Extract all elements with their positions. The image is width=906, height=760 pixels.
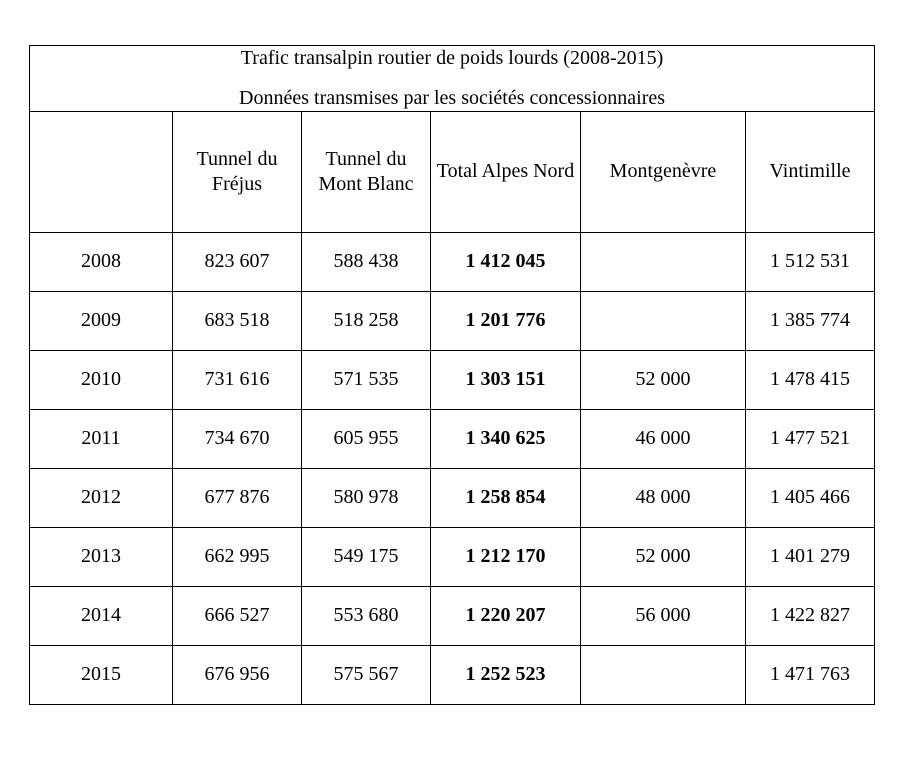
cell-vintimille: 1 512 531: [746, 233, 875, 292]
cell-mont-blanc: 549 175: [302, 528, 431, 587]
table-title-secondary: Données transmises par les sociétés concessionnaires: [239, 86, 666, 109]
table-row: [30, 528, 875, 587]
cell-year: 2013: [30, 528, 173, 587]
cell-mont-blanc: 588 438: [302, 233, 431, 292]
cell-montgenevre: [581, 292, 746, 351]
table-row: [30, 351, 875, 410]
cell-total-alpes-nord: 1 303 151: [431, 351, 581, 410]
cell-vintimille: 1 422 827: [746, 587, 875, 646]
table-title-primary: Trafic transalpin routier de poids lourds (2008-2015): [240, 47, 664, 69]
cell-total-alpes-nord: 1 340 625: [431, 410, 581, 469]
cell-mont-blanc: 518 258: [302, 292, 431, 351]
table-row: [30, 469, 875, 528]
cell-total-alpes-nord: 1 201 776: [431, 292, 581, 351]
transalpine-traffic-table: [29, 45, 875, 705]
cell-mont-blanc: 575 567: [302, 646, 431, 705]
column-header-mont-blanc: Tunnel du Mont Blanc: [302, 112, 431, 233]
cell-mont-blanc: 580 978: [302, 469, 431, 528]
cell-year: 2015: [30, 646, 173, 705]
cell-frejus: 731 616: [173, 351, 302, 410]
table-row: [30, 587, 875, 646]
cell-frejus: 666 527: [173, 587, 302, 646]
cell-vintimille: 1 471 763: [746, 646, 875, 705]
cell-montgenevre: 46 000: [581, 410, 746, 469]
cell-vintimille: 1 401 279: [746, 528, 875, 587]
cell-frejus: 662 995: [173, 528, 302, 587]
cell-year: 2010: [30, 351, 173, 410]
cell-year: 2008: [30, 233, 173, 292]
cell-montgenevre: 52 000: [581, 351, 746, 410]
cell-year: 2012: [30, 469, 173, 528]
table-header-row: [30, 112, 875, 233]
column-header-montgenevre: Montgenèvre: [581, 112, 746, 233]
cell-total-alpes-nord: 1 212 170: [431, 528, 581, 587]
cell-montgenevre: 56 000: [581, 587, 746, 646]
cell-frejus: 734 670: [173, 410, 302, 469]
cell-total-alpes-nord: 1 220 207: [431, 587, 581, 646]
cell-montgenevre: 48 000: [581, 469, 746, 528]
cell-vintimille: 1 477 521: [746, 410, 875, 469]
cell-montgenevre: 52 000: [581, 528, 746, 587]
table-title-cell: [30, 46, 875, 112]
cell-mont-blanc: 571 535: [302, 351, 431, 410]
cell-total-alpes-nord: 1 412 045: [431, 233, 581, 292]
cell-frejus: 677 876: [173, 469, 302, 528]
column-header-total-alpes-nord: Total Alpes Nord: [431, 112, 581, 233]
table-row: [30, 292, 875, 351]
cell-montgenevre: [581, 233, 746, 292]
cell-frejus: 823 607: [173, 233, 302, 292]
cell-vintimille: 1 385 774: [746, 292, 875, 351]
cell-frejus: 683 518: [173, 292, 302, 351]
table-row: [30, 410, 875, 469]
table-row: [30, 233, 875, 292]
cell-mont-blanc: 605 955: [302, 410, 431, 469]
traffic-table-container: [29, 45, 874, 705]
cell-montgenevre: [581, 646, 746, 705]
cell-frejus: 676 956: [173, 646, 302, 705]
cell-year: 2014: [30, 587, 173, 646]
cell-total-alpes-nord: 1 258 854: [431, 469, 581, 528]
cell-total-alpes-nord: 1 252 523: [431, 646, 581, 705]
cell-year: 2011: [30, 410, 173, 469]
cell-mont-blanc: 553 680: [302, 587, 431, 646]
cell-year: 2009: [30, 292, 173, 351]
table-title-row: [30, 46, 875, 112]
column-header-frejus: Tunnel du Fréjus: [173, 112, 302, 233]
table-row: [30, 646, 875, 705]
column-header-vintimille: Vintimille: [746, 112, 875, 233]
column-header-year: [30, 112, 173, 233]
cell-vintimille: 1 405 466: [746, 469, 875, 528]
cell-vintimille: 1 478 415: [746, 351, 875, 410]
